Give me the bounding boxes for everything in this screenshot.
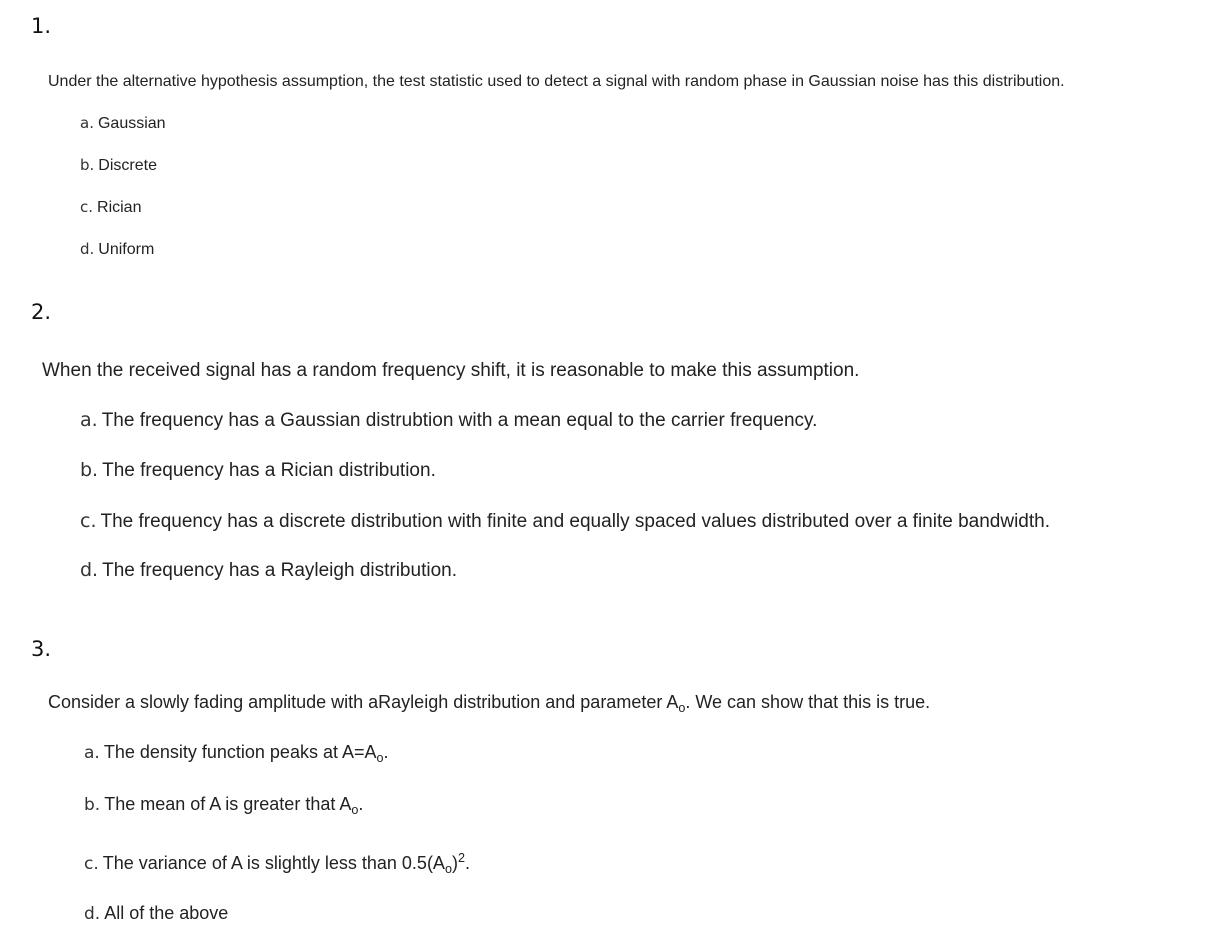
q3-option-d[interactable] <box>84 903 228 924</box>
option-text-end: . <box>358 794 364 814</box>
superscript: 2 <box>457 851 465 865</box>
subscript: o <box>351 803 359 817</box>
option-text-end: . <box>383 742 389 762</box>
option-text: The density function peaks at A=A <box>103 742 377 762</box>
option-text: Discrete <box>98 157 157 174</box>
q1-option-b[interactable] <box>80 156 157 175</box>
option-letter: b. <box>80 459 99 481</box>
option-letter: b. <box>80 156 95 174</box>
q2-option-b[interactable] <box>80 459 436 482</box>
option-text: Rician <box>97 199 142 216</box>
option-text: Uniform <box>98 241 155 258</box>
option-text: The frequency has a Gaussian distrubtion with a mean equal to the carrier frequency. <box>101 410 818 431</box>
q2-option-a[interactable] <box>80 409 817 432</box>
option-text: The frequency has a discrete distribution with finite and equally spaced values distributed over a finite bandwidth. <box>100 511 1050 532</box>
subscript: o <box>678 701 686 715</box>
subscript: o <box>444 862 452 876</box>
option-letter: c. <box>80 510 97 532</box>
q1-option-d[interactable] <box>80 240 154 259</box>
question-2-number: 2. <box>31 300 52 324</box>
q3-option-c[interactable] <box>84 851 470 876</box>
question-1-number: 1. <box>31 14 52 38</box>
option-text: Gaussian <box>97 115 166 132</box>
option-text: The frequency has a Rician distribution. <box>102 460 436 481</box>
subscript: o <box>376 751 384 765</box>
question-1-stem: Under the alternative hypothesis assumption, the test statistic used to detect a signal with random phase in Gaussian noise has this distribution. <box>48 73 1065 90</box>
q2-option-d[interactable] <box>80 559 457 582</box>
option-letter: c. <box>84 854 99 874</box>
q1-option-c[interactable] <box>80 198 141 217</box>
option-letter: d. <box>80 240 95 258</box>
option-text: All of the above <box>104 903 229 923</box>
option-text: The variance of A is slightly less than 0.5(A <box>102 853 445 873</box>
option-letter: d. <box>84 904 101 924</box>
stem-text: Consider a slowly fading amplitude with aRayleigh distribution and parameter A <box>48 692 679 712</box>
option-text: The frequency has a Rayleigh distribution. <box>102 560 457 581</box>
option-letter: b. <box>84 795 101 815</box>
option-letter: d. <box>80 559 99 581</box>
q3-option-a[interactable] <box>84 742 389 765</box>
option-text: The mean of A is greater that A <box>104 794 352 814</box>
question-3-number: 3. <box>31 637 52 661</box>
option-text-end: . <box>464 853 470 873</box>
option-letter: c. <box>80 198 94 216</box>
option-letter: a. <box>80 114 94 132</box>
option-letter: a. <box>84 743 100 763</box>
option-letter: a. <box>80 409 98 431</box>
q1-option-a[interactable] <box>80 114 166 133</box>
stem-text-end: . We can show that this is true. <box>685 692 931 712</box>
q2-option-c[interactable] <box>80 510 1050 533</box>
question-3-stem <box>48 692 930 715</box>
question-2-stem: When the received signal has a random frequency shift, it is reasonable to make this assumption. <box>42 360 860 381</box>
q3-option-b[interactable] <box>84 794 363 817</box>
option-text-mid: ) <box>451 853 458 873</box>
